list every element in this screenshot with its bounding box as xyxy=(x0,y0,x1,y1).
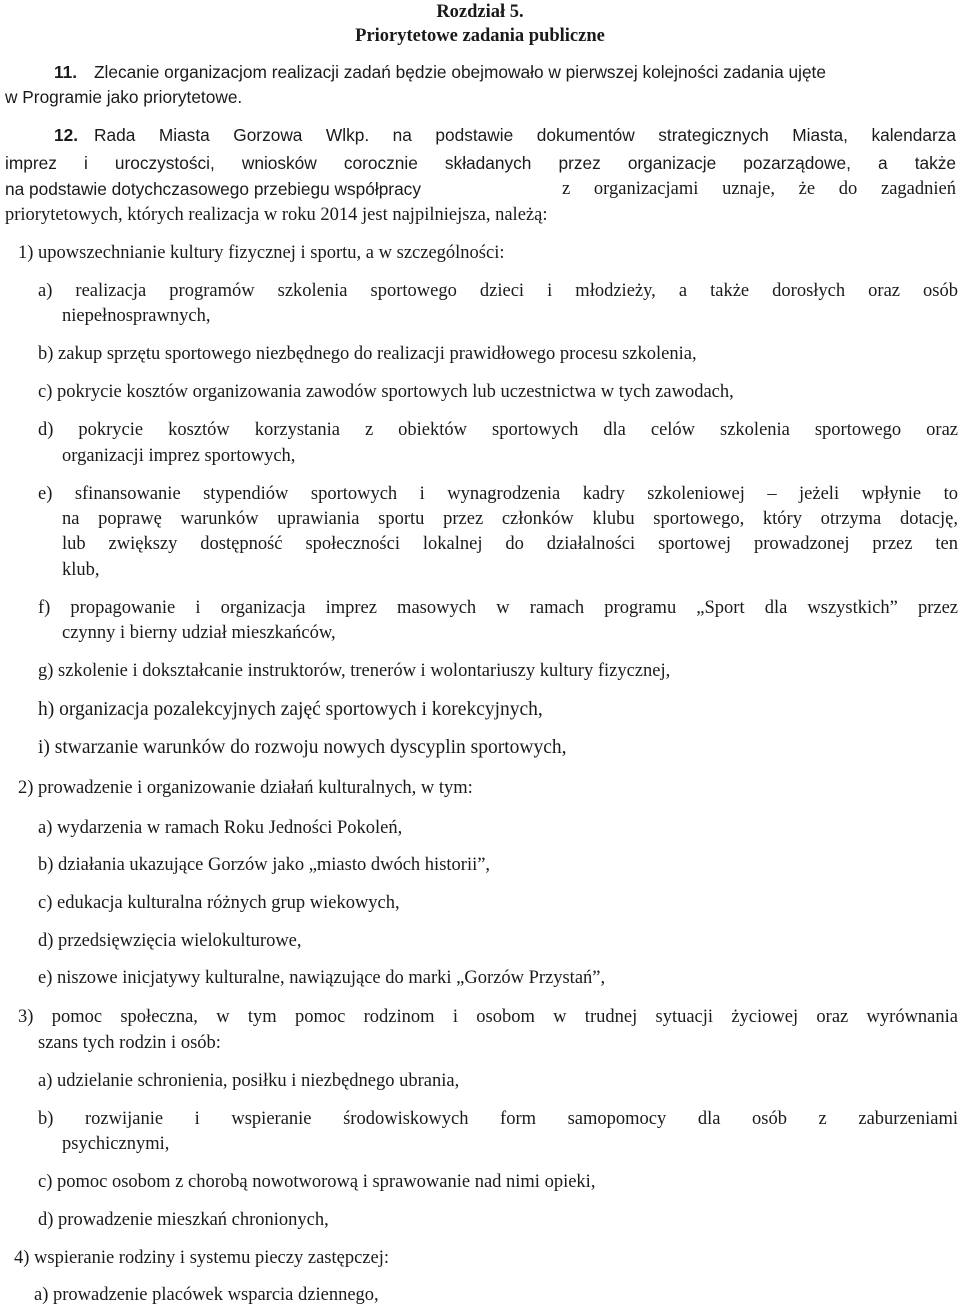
list-item: d) pokrycie kosztów korzystania z obiektów sportowych dla celów szkolenia sportowego oraz xyxy=(38,420,958,440)
list-item: a) wydarzenia w ramach Roku Jedności Pokoleń, xyxy=(38,818,403,838)
list-item: c) pomoc osobom z chorobą nowotworową i sprawowanie nad nimi opieki, xyxy=(38,1172,596,1192)
section-2-title: 2) prowadzenie i organizowanie działań kulturalnych, w tym: xyxy=(18,778,473,798)
list-item: a) udzielanie schronienia, posiłku i niezbędnego ubrania, xyxy=(38,1071,460,1091)
list-item: e) niszowe inicjatywy kulturalne, nawiązujące do marki „Gorzów Przystań”, xyxy=(38,968,606,988)
list-item: c) edukacja kulturalna różnych grup wiekowych, xyxy=(38,893,400,913)
section-1-title: 1) upowszechnianie kultury fizycznej i sportu, a w szczególności: xyxy=(18,243,505,263)
paragraph-11-number: 11. xyxy=(54,62,78,82)
list-item: f) propagowanie i organizacja imprez masowych w ramach programu „Sport dla wszystkich” przez xyxy=(38,598,958,618)
list-item-continuation: psychicznymi, xyxy=(62,1134,170,1154)
chapter-title: Priorytetowe zadania publiczne xyxy=(355,26,605,46)
list-item: b) rozwijanie i wspieranie środowiskowych form samopomocy dla osób z zaburzeniami xyxy=(38,1109,958,1129)
list-item-continuation: lub zwiększy dostępność społeczności lokalnej do działalności sportowej prowadzonej przez ten xyxy=(62,534,958,554)
list-item: d) przedsięwzięcia wielokulturowe, xyxy=(38,931,302,951)
list-item-continuation: niepełnosprawnych, xyxy=(62,306,211,326)
list-item: g) szkolenie i dokształcanie instruktorów, trenerów i wolontariuszy kultury fizycznej, xyxy=(38,661,671,681)
list-item-continuation: klub, xyxy=(62,560,100,580)
section-4-title: 4) wspieranie rodziny i systemu pieczy zastępczej: xyxy=(14,1248,389,1268)
paragraph-12-number: 12. xyxy=(54,125,79,145)
paragraph-11-line: Zlecanie organizacjom realizacji zadań będzie obejmowało w pierwszej kolejności zadania ujęte xyxy=(94,62,826,82)
list-item-continuation: czynny i bierny udział mieszkańców, xyxy=(62,623,336,643)
list-item: d) prowadzenie mieszkań chronionych, xyxy=(38,1210,329,1230)
paragraph-12-line: priorytetowych, których realizacja w roku 2014 jest najpilniejsza, należą: xyxy=(5,205,548,225)
paragraph-12-line: imprez i uroczystości, wniosków corocznie składanych przez organizacje pozarządowe, a także xyxy=(5,153,956,173)
paragraph-12-line: z organizacjami uznaje, że do zagadnień xyxy=(562,179,956,199)
section-3-title-continuation: szans tych rodzin i osób: xyxy=(38,1033,221,1053)
list-item: b) zakup sprzętu sportowego niezbędnego do realizacji prawidłowego procesu szkolenia, xyxy=(38,344,697,364)
list-item: b) działania ukazujące Gorzów jako „miasto dwóch historii”, xyxy=(38,855,491,875)
paragraph-11-line: w Programie jako priorytetowe. xyxy=(5,87,243,107)
list-item-continuation: organizacji imprez sportowych, xyxy=(62,446,296,466)
paragraph-12-line: Rada Miasta Gorzowa Wlkp. na podstawie dokumentów strategicznych Miasta, kalendarza xyxy=(94,125,956,145)
list-item-continuation: na poprawę warunków uprawiania sportu przez członków klubu sportowego, który otrzyma dotację, xyxy=(62,509,958,529)
paragraph-12-line: na podstawie dotychczasowego przebiegu współpracy xyxy=(5,179,421,199)
list-item: a) prowadzenie placówek wsparcia dziennego, xyxy=(34,1285,379,1305)
list-item: i) stwarzanie warunków do rozwoju nowych dyscyplin sportowych, xyxy=(38,737,567,758)
list-item: c) pokrycie kosztów organizowania zawodów sportowych lub uczestnictwa w tych zawodach, xyxy=(38,382,734,402)
list-item: e) sfinansowanie stypendiów sportowych i wynagrodzenia kadry szkoleniowej – jeżeli wpłynie to xyxy=(38,484,958,504)
list-item: a) realizacja programów szkolenia sportowego dzieci i młodzieży, a także dorosłych oraz osób xyxy=(38,281,958,301)
chapter-heading: Rozdział 5. xyxy=(436,2,524,22)
section-3-title: 3) pomoc społeczna, w tym pomoc rodzinom i osobom w trudnej sytuacji życiowej oraz wyrównania xyxy=(18,1007,958,1027)
list-item: h) organizacja pozalekcyjnych zajęć sportowych i korekcyjnych, xyxy=(38,699,543,720)
